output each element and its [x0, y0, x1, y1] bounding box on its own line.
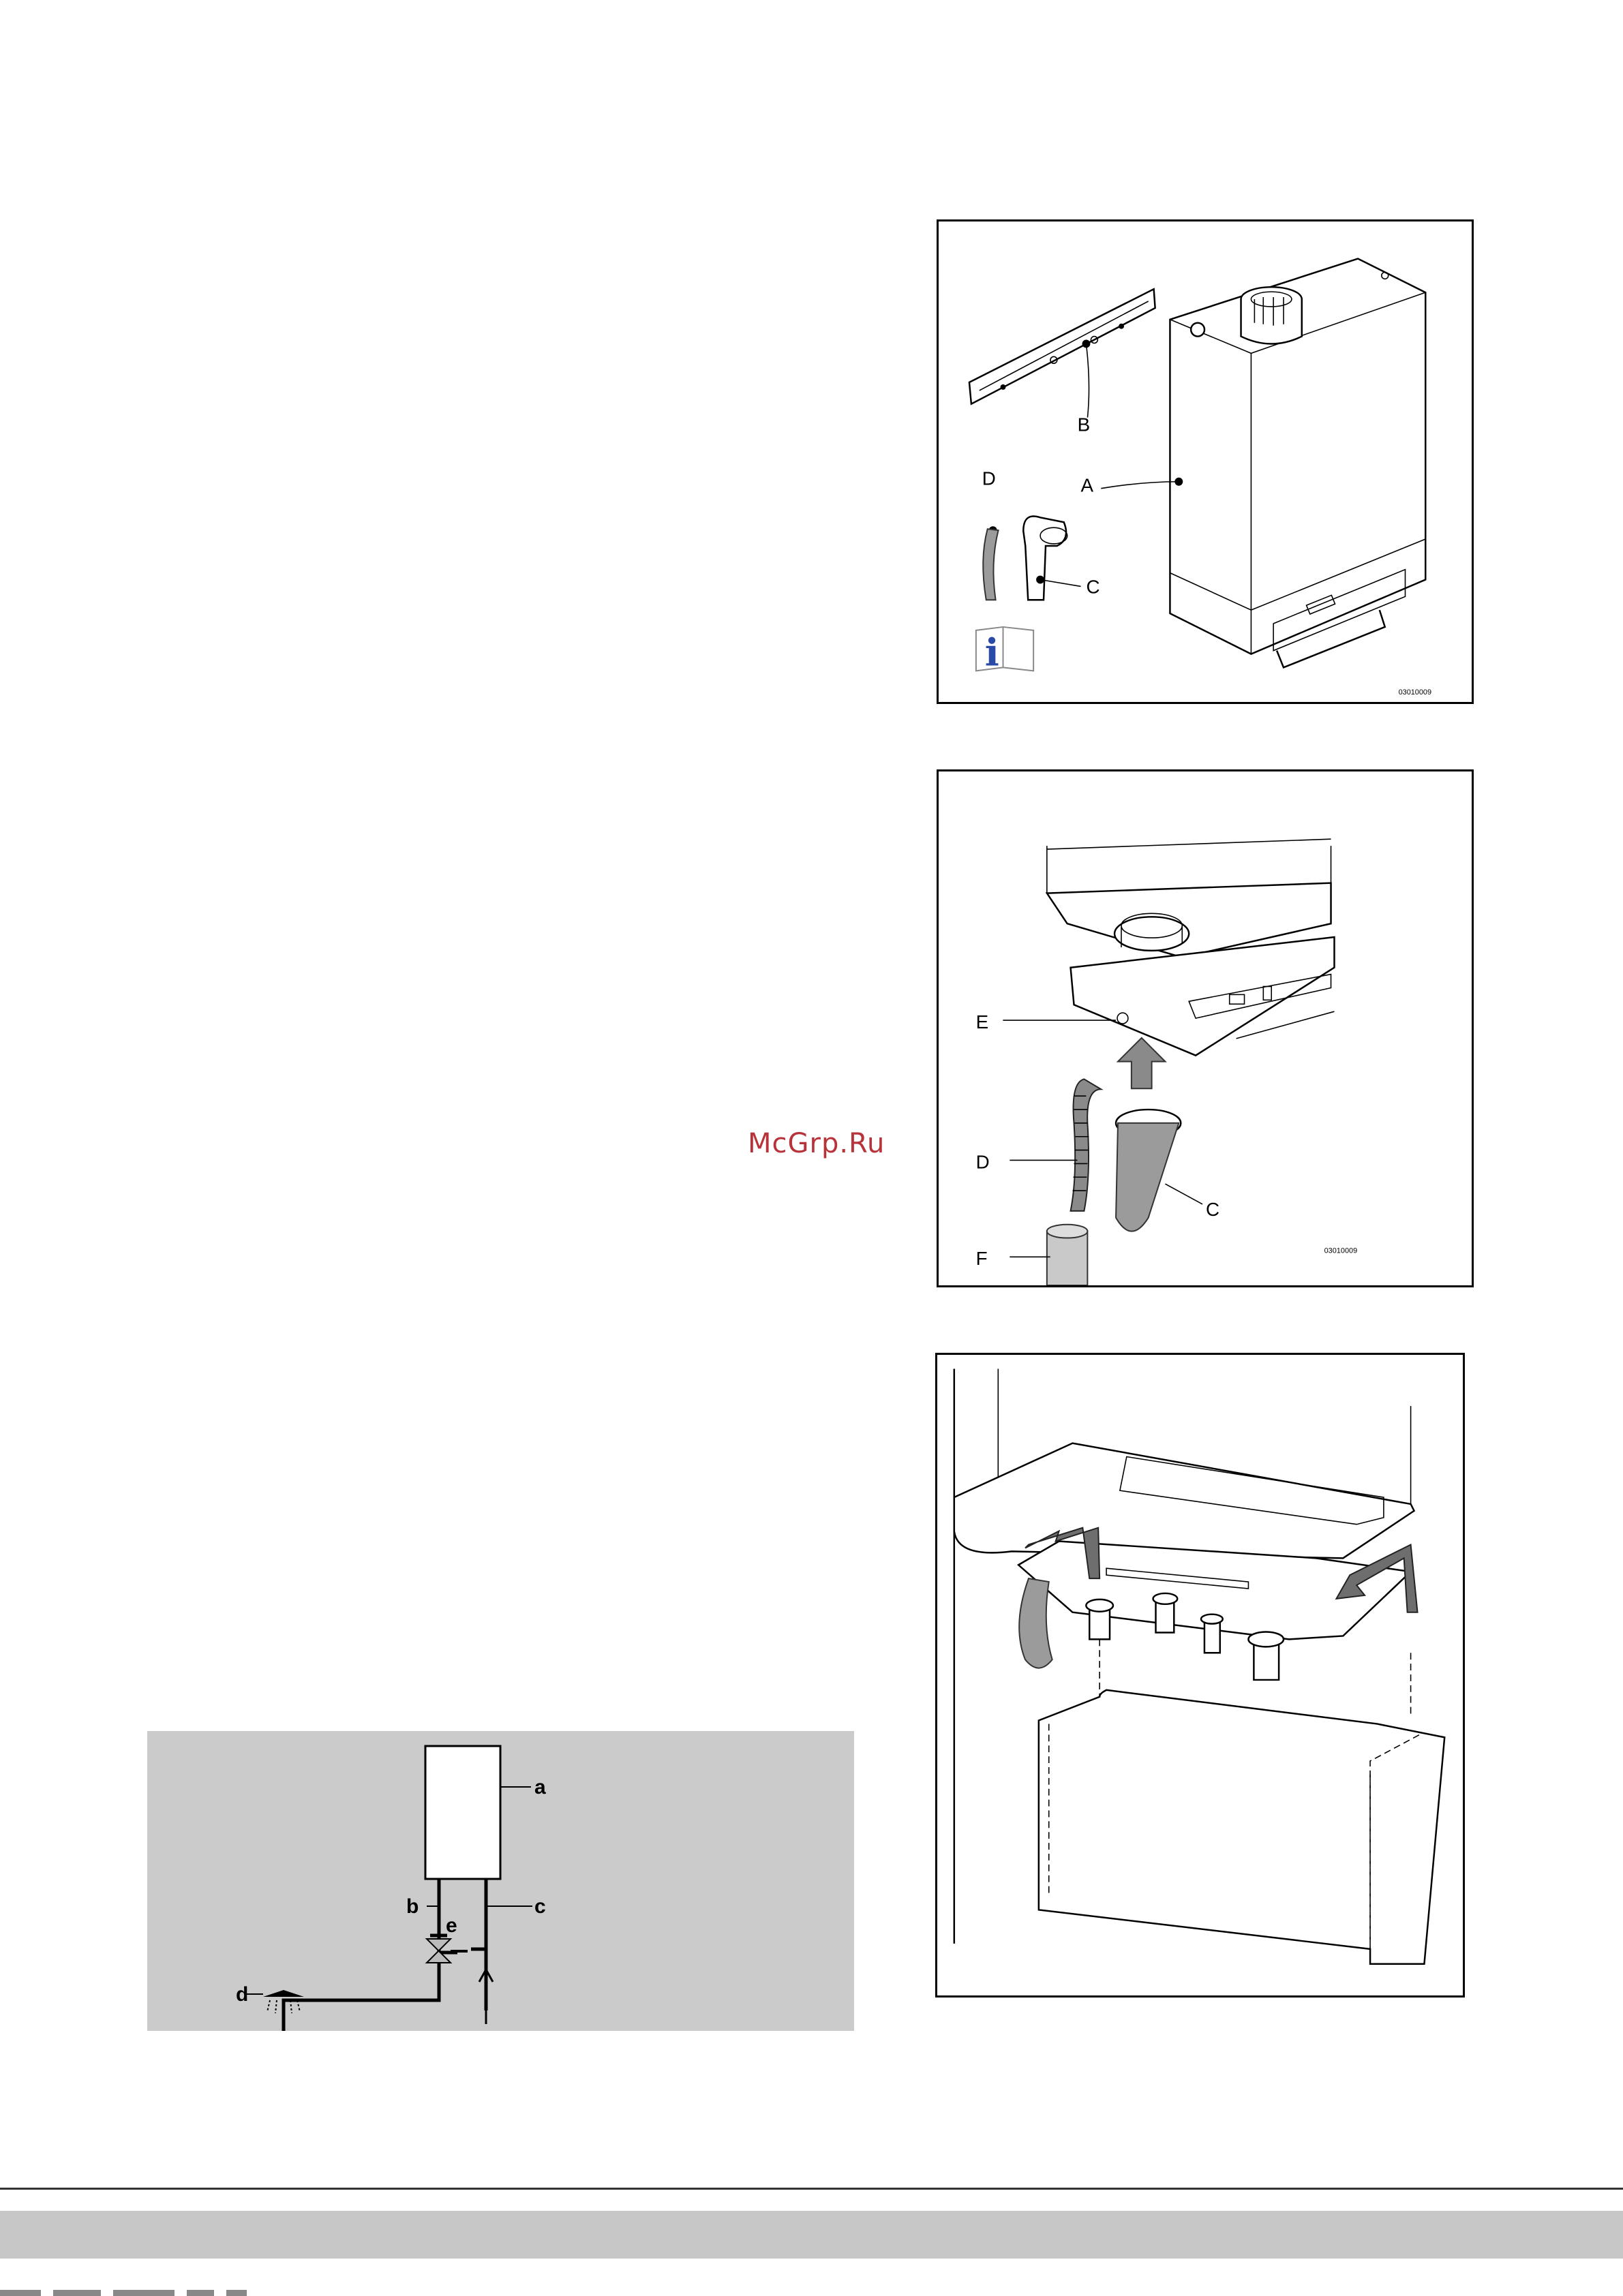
siphon-connection-drawing	[939, 771, 1472, 1285]
figure2-code: 03010009	[1324, 1246, 1358, 1255]
info-book-icon	[976, 627, 1033, 675]
connection-cover-drawing	[937, 1355, 1463, 1995]
label-e: E	[975, 1011, 989, 1032]
label-c: C	[1086, 576, 1100, 598]
label-a: A	[1080, 474, 1094, 496]
figure-boiler-parts	[937, 219, 1474, 704]
label-f: F	[975, 1248, 988, 1270]
figure-code: 03010009	[1398, 688, 1432, 697]
schem-label-a: a	[534, 1776, 546, 1798]
boiler-parts-drawing	[939, 221, 1472, 702]
hot-water-schematic	[147, 1731, 854, 2031]
footer-band	[0, 2211, 1623, 2259]
schem-label-d: d	[236, 1983, 249, 2006]
siphon-body	[1116, 1123, 1179, 1231]
watermark: McGrp.Ru	[748, 1128, 885, 1159]
svg-text:i: i	[984, 630, 999, 675]
label-b: B	[1077, 414, 1091, 435]
schem-label-b: b	[406, 1895, 419, 1918]
footer-cropped-text	[0, 2269, 1623, 2296]
schem-label-e: e	[446, 1914, 457, 1937]
figure-connection-cover	[935, 1353, 1465, 1997]
label-c2: C	[1205, 1198, 1220, 1220]
footer-rule	[0, 2188, 1623, 2190]
figure-siphon-connection	[937, 769, 1474, 1287]
label-d2: D	[975, 1151, 990, 1173]
shower-head-icon	[263, 1990, 304, 2013]
label-d: D	[982, 468, 996, 489]
schematic-drawing	[147, 1731, 854, 2031]
schem-label-c: c	[534, 1895, 546, 1918]
connection-cover	[1039, 1690, 1444, 1964]
appliance-box	[425, 1746, 500, 1879]
drain-hose	[983, 529, 998, 600]
